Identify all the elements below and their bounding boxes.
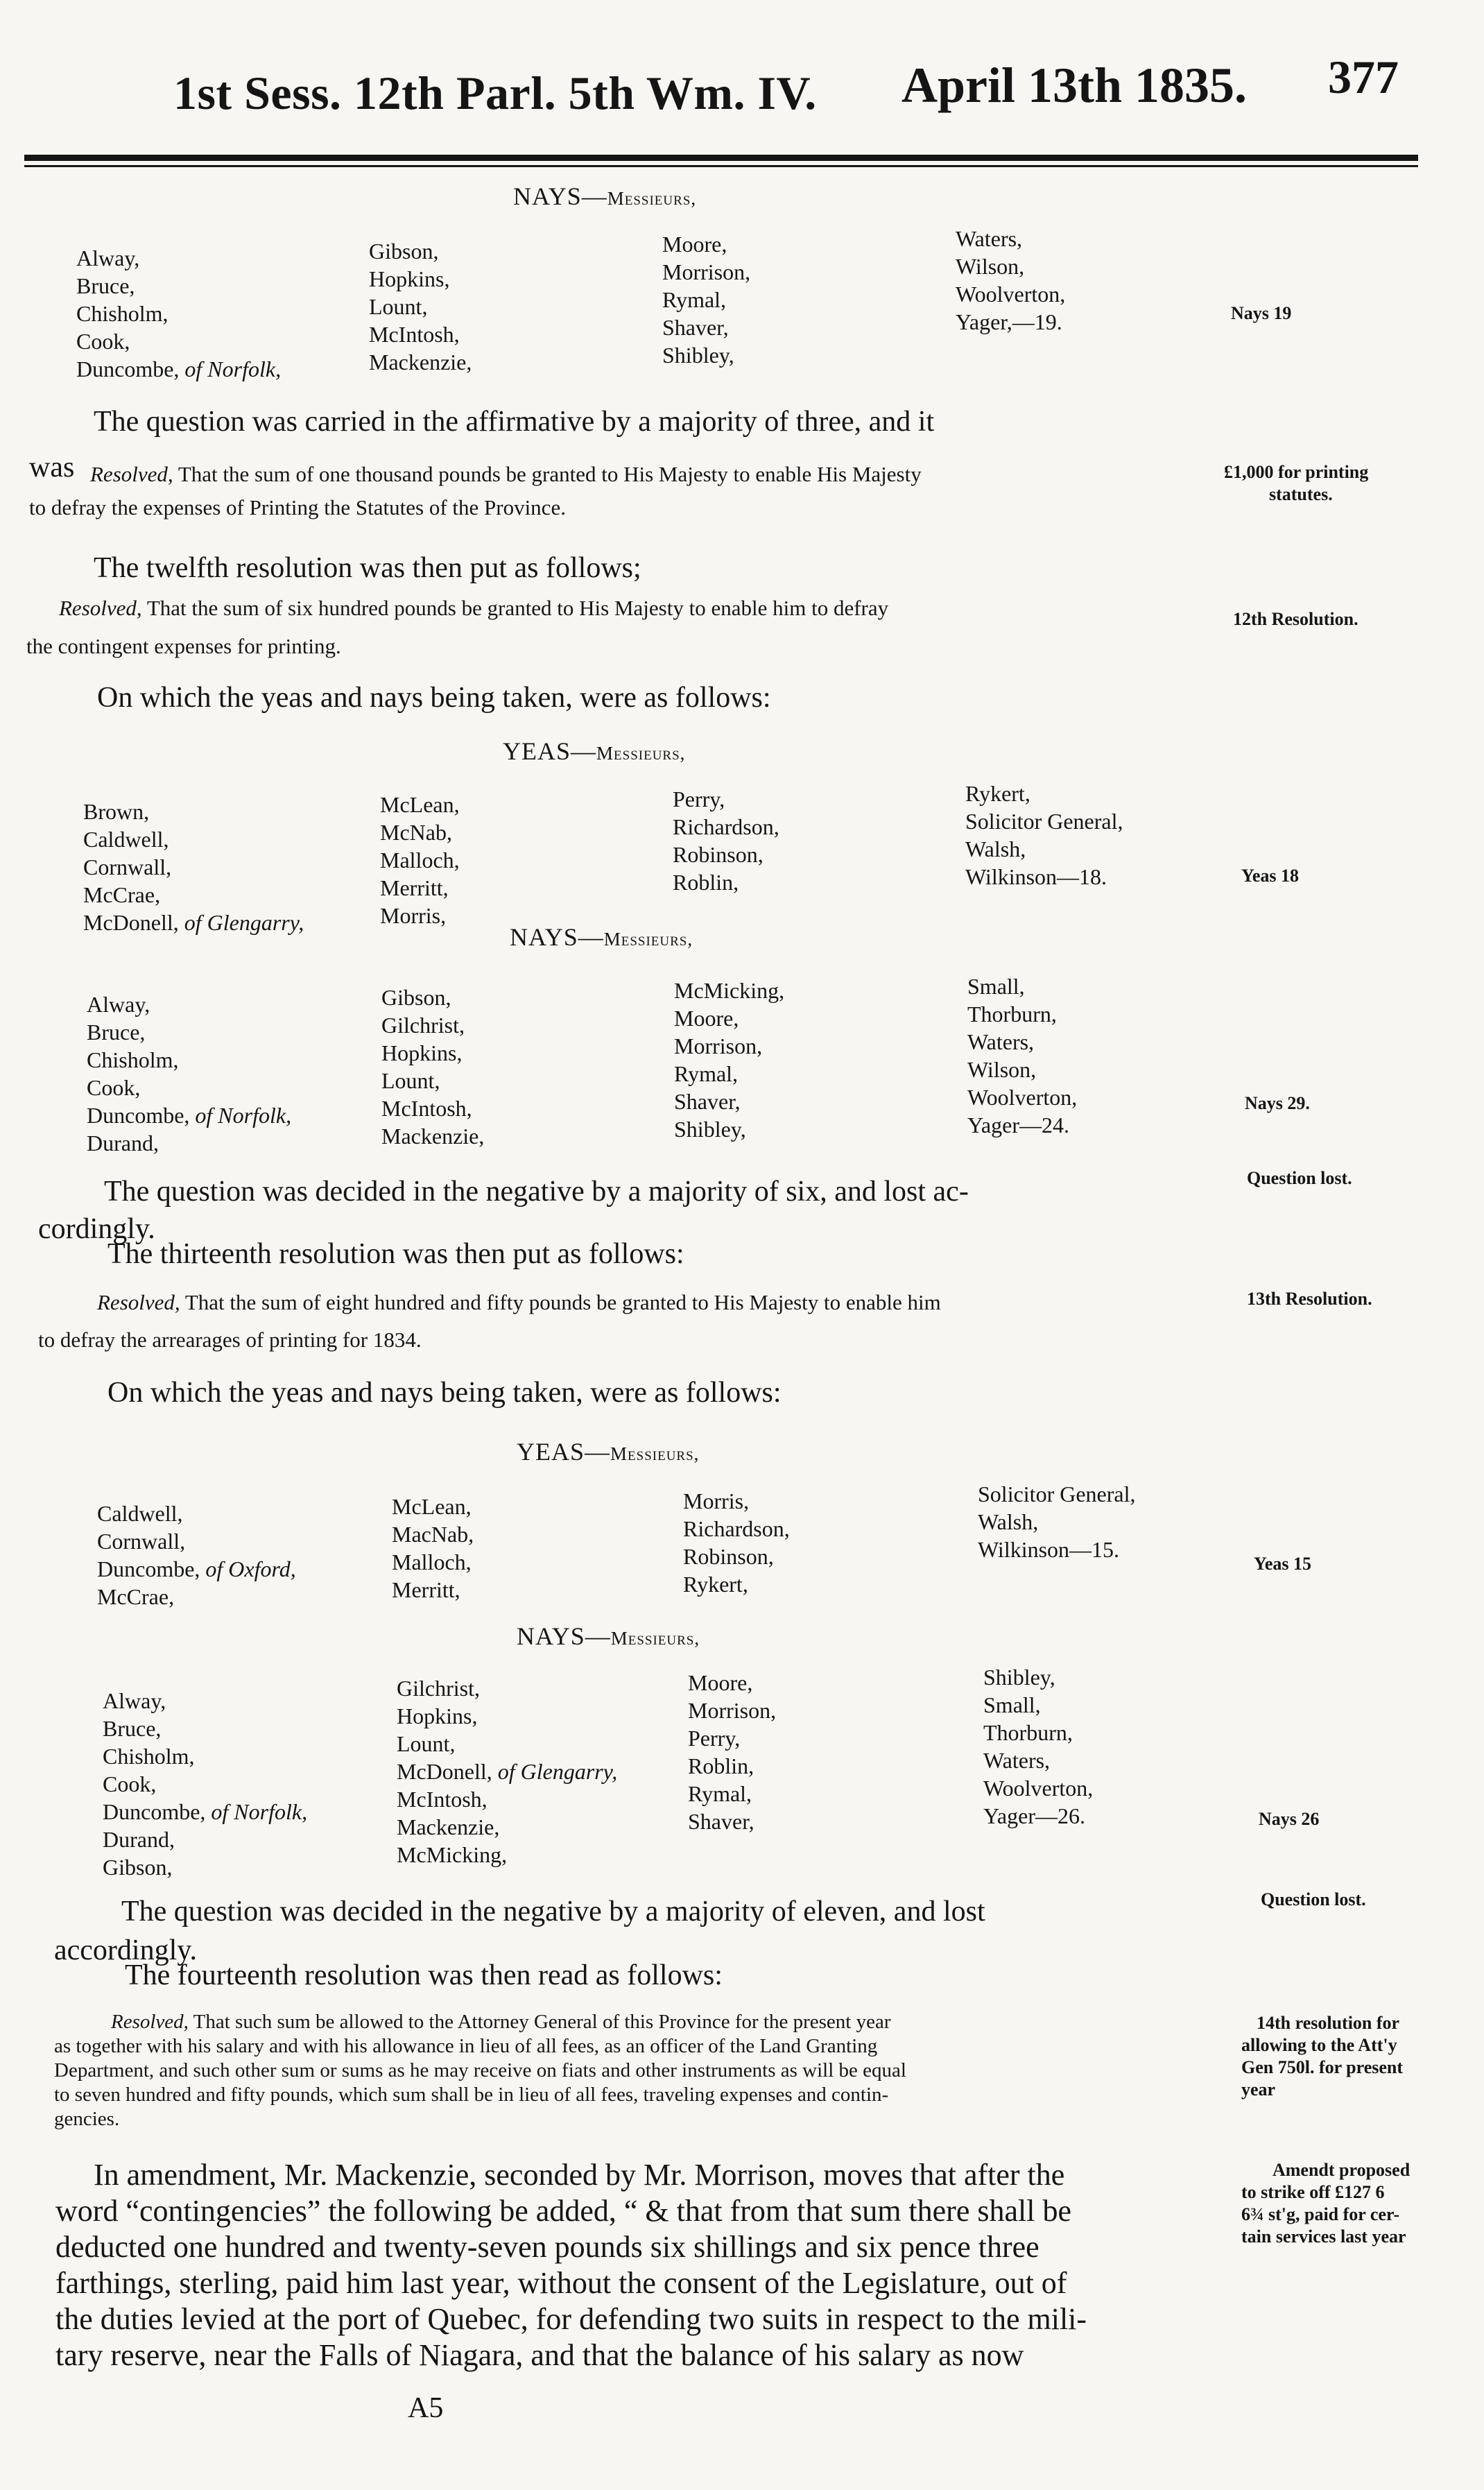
res11-margin-note-1: £1,000 for printing bbox=[1224, 462, 1369, 482]
vote2-nays-col3: McMicking, Moore, Morrison, Rymal, Shaver, Shibley, bbox=[674, 978, 785, 1142]
fourteenth-margin-note-4: year bbox=[1241, 2079, 1276, 2100]
vote2-yeas-heading: YEAS—Messieurs, bbox=[503, 737, 686, 765]
fourteenth-res-line1: Resolved, That such sum be allowed to the Attorney General of this Province for the present year bbox=[111, 2011, 891, 2033]
vote1-col1: Alway, Bruce, Chisholm, Cook, Duncombe, of Norfolk, bbox=[76, 246, 282, 381]
amendment-line2: word “contingencies” the following be added, “ & that from that sum there shall be bbox=[55, 2194, 1071, 2228]
session-title: 1st Sess. 12th Parl. 5th Wm. IV. bbox=[173, 67, 817, 119]
vote3-nays-col4: Shibley, Small, Thorburn, Waters, Woolverton, Yager—26. bbox=[983, 1665, 1094, 1828]
thirteenth-margin-note: 13th Resolution. bbox=[1247, 1289, 1372, 1309]
thirteenth-intro: The thirteenth resolution was then put as follows: bbox=[107, 1238, 684, 1270]
vote2-yeas-col2: McLean, McNab, Malloch, Merritt, Morris, bbox=[380, 792, 460, 928]
decided1-margin-note: Question lost. bbox=[1247, 1168, 1352, 1188]
twelfth-taken: On which the yeas and nays being taken, were as follows: bbox=[97, 682, 771, 714]
vote3-nays-col3: Moore, Morrison, Perry, Roblin, Rymal, Shaver, bbox=[688, 1670, 777, 1834]
carried-line2: was bbox=[29, 452, 75, 483]
vote2-nays-margin-note: Nays 29. bbox=[1245, 1093, 1310, 1113]
amendment-line5: the duties levied at the port of Quebec, for defending two suits in respect to the mili- bbox=[55, 2302, 1087, 2336]
amendment-margin-note-3: 6¾ st'g, paid for cer- bbox=[1241, 2204, 1400, 2224]
res11-line1: Resolved, That the sum of one thousand pounds be granted to His Majesty to enable His Majesty bbox=[90, 462, 922, 486]
twelfth-intro: The twelfth resolution was then put as follows; bbox=[94, 552, 641, 584]
header-rule-thick bbox=[24, 155, 1418, 161]
carried-line1: The question was carried in the affirmative by a majority of three, and it bbox=[94, 406, 935, 438]
thirteenth-taken: On which the yeas and nays being taken, were as follows: bbox=[107, 1377, 782, 1409]
twelfth-res-line2: the contingent expenses for printing. bbox=[26, 634, 341, 658]
amendment-line3: deducted one hundred and twenty-seven pounds six shillings and six pence three bbox=[55, 2230, 1039, 2264]
decided2-margin-note: Question lost. bbox=[1261, 1889, 1366, 1909]
vote3-yeas-margin-note: Yeas 15 bbox=[1254, 1554, 1312, 1574]
res11-margin-note-2: statutes. bbox=[1269, 484, 1333, 504]
vote2-nays-col1: Alway, Bruce, Chisholm, Cook, Duncombe, of Norfolk, Durand, bbox=[87, 992, 292, 1156]
page-number: 377 bbox=[1328, 51, 1399, 103]
signature-mark: A5 bbox=[408, 2392, 444, 2424]
page-header bbox=[0, 0, 1484, 153]
vote2-nays-col4: Small, Thorburn, Waters, Wilson, Woolverton, Yager—24. bbox=[967, 974, 1078, 1137]
fourteenth-res-line5: gencies. bbox=[54, 2108, 120, 2130]
vote2-yeas-col3: Perry, Richardson, Robinson, Roblin, bbox=[673, 787, 779, 895]
vote3-yeas-col4: Solicitor General, Walsh, Wilkinson—15. bbox=[978, 1482, 1136, 1562]
decided2-line2: accordingly. bbox=[54, 1934, 198, 1966]
decided2-line1: The question was decided in the negative by a majority of eleven, and lost bbox=[121, 1896, 985, 1927]
amendment-margin-note-4: tain services last year bbox=[1241, 2226, 1406, 2247]
twelfth-margin-note: 12th Resolution. bbox=[1233, 609, 1358, 629]
vote1-margin-note: Nays 19 bbox=[1231, 303, 1292, 323]
vote3-nays-col2: Gilchrist, Hopkins, Lount, McDonell, of Glengarry, McIntosh, Mackenzie, McMicking, bbox=[397, 1676, 618, 1867]
vote1-col2: Gibson, Hopkins, Lount, McIntosh, Mackenzie, bbox=[369, 239, 472, 375]
decided1-line2: cordingly. bbox=[38, 1213, 155, 1245]
vote2-yeas-margin-note: Yeas 18 bbox=[1241, 866, 1300, 886]
amendment-margin-note-2: to strike off £127 6 bbox=[1241, 2182, 1385, 2202]
fourteenth-margin-note-2: allowing to the Att'y bbox=[1241, 2035, 1397, 2055]
fourteenth-margin-note-3: Gen 750l. for present bbox=[1241, 2057, 1404, 2077]
vote2-yeas-col1: Brown, Caldwell, Cornwall, McCrae, McDonell, of Glengarry, bbox=[83, 799, 304, 935]
vote3-yeas-heading: YEAS—Messieurs, bbox=[517, 1438, 700, 1466]
fourteenth-res-line3: Department, and such other sum or sums as he may receive on fiats and other instruments as will be equal bbox=[54, 2059, 906, 2081]
vote3-yeas-col2: McLean, MacNab, Malloch, Merritt, bbox=[392, 1494, 474, 1602]
header-rule-thin bbox=[24, 165, 1418, 167]
amendment-line4: farthings, sterling, paid him last year, without the consent of the Legislature, out of bbox=[55, 2266, 1067, 2300]
thirteenth-res-line2: to defray the arrearages of printing for 1834. bbox=[38, 1328, 422, 1352]
vote2-nays-heading: NAYS—Messieurs, bbox=[510, 923, 693, 951]
amendment-line6: tary reserve, near the Falls of Niagara, and that the balance of his salary as now bbox=[55, 2338, 1024, 2372]
vote2-nays-col2: Gibson, Gilchrist, Hopkins, Lount, McIntosh, Mackenzie, bbox=[381, 985, 485, 1149]
vote3-nays-col1: Alway, Bruce, Chisholm, Cook, Duncombe, of Norfolk, Durand, Gibson, bbox=[103, 1688, 308, 1880]
vote3-nays-heading: NAYS—Messieurs, bbox=[517, 1622, 700, 1650]
fourteenth-intro: The fourteenth resolution was then read as follows: bbox=[125, 1959, 723, 1991]
vote3-yeas-col3: Morris, Richardson, Robinson, Rykert, bbox=[683, 1488, 790, 1597]
fourteenth-margin-note-1: 14th resolution for bbox=[1257, 2013, 1400, 2033]
decided1-line1: The question was decided in the negative by a majority of six, and lost ac- bbox=[104, 1176, 969, 1208]
vote2-yeas-col4: Rykert, Solicitor General, Walsh, Wilkinson—18. bbox=[965, 781, 1123, 889]
twelfth-res-line1: Resolved, That the sum of six hundred pounds be granted to His Majesty to enable him to defray bbox=[59, 596, 889, 620]
amendment-line1: In amendment, Mr. Mackenzie, seconded by Mr. Morrison, moves that after the bbox=[94, 2158, 1065, 2192]
vote3-yeas-col1: Caldwell, Cornwall, Duncombe, of Oxford, McCrae, bbox=[97, 1501, 296, 1609]
vote1-col3: Moore, Morrison, Rymal, Shaver, Shibley, bbox=[662, 232, 751, 368]
amendment-margin-note-1: Amendt proposed bbox=[1272, 2160, 1410, 2180]
res11-line2: to defray the expenses of Printing the Statutes of the Province. bbox=[29, 495, 566, 520]
thirteenth-res-line1: Resolved, That the sum of eight hundred and fifty pounds be granted to His Majesty to enable him bbox=[97, 1290, 941, 1314]
fourteenth-res-line2: as together with his salary and with his allowance in lieu of all fees, as an officer of the Land Granting bbox=[54, 2035, 878, 2057]
header-date: April 13th 1835. bbox=[901, 58, 1248, 113]
fourteenth-res-line4: to seven hundred and fifty pounds, which sum shall be in lieu of all fees, traveling expenses and contin- bbox=[54, 2084, 889, 2106]
vote1-nays-heading: NAYS—Messieurs, bbox=[513, 182, 697, 210]
vote3-nays-margin-note: Nays 26 bbox=[1259, 1809, 1320, 1829]
vote1-col4: Waters, Wilson, Woolverton, Yager,—19. bbox=[956, 226, 1066, 334]
